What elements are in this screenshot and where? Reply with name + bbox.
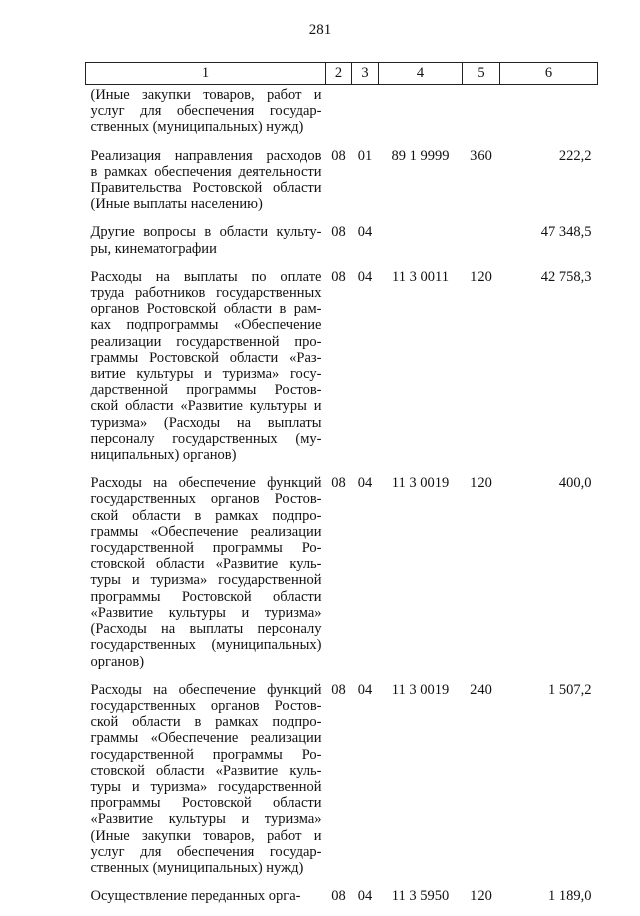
column-header-description: 1 bbox=[86, 63, 326, 85]
table-row bbox=[86, 148, 598, 225]
row-expense-type-code: 120 bbox=[463, 269, 500, 475]
description-line: государственной программы Ро- bbox=[91, 747, 322, 763]
description-line: Осуществление переданных орга- bbox=[91, 888, 322, 904]
row-subsection-code: 04 bbox=[352, 475, 379, 681]
row-amount: 1 189,0 bbox=[500, 888, 598, 916]
row-expense-type-code: 120 bbox=[463, 475, 500, 681]
row-section-code: 08 bbox=[326, 269, 352, 475]
description-line: услуг для обеспечения государ- bbox=[91, 103, 322, 119]
description-line: Правительства Ростовской области bbox=[91, 180, 322, 196]
row-target-article-code: 11 3 0011 bbox=[379, 269, 463, 475]
description-line: стовской области «Развитие куль- bbox=[91, 556, 322, 572]
description-line: граммы «Обеспечение реализации bbox=[91, 730, 322, 746]
column-header-subsection: 3 bbox=[352, 63, 379, 85]
description-line: ской области «Развитие культуры и bbox=[91, 398, 322, 414]
row-target-article-code bbox=[379, 224, 463, 268]
row-subsection-code bbox=[352, 85, 379, 148]
row-subsection-code: 04 bbox=[352, 224, 379, 268]
row-section-code: 08 bbox=[326, 888, 352, 916]
row-section-code bbox=[326, 85, 352, 148]
description-line: (Иные закупки товаров, работ и bbox=[91, 87, 322, 103]
row-description bbox=[86, 85, 326, 148]
description-line: ственных (муниципальных) нужд) bbox=[91, 860, 322, 876]
description-line: органов) bbox=[91, 654, 322, 670]
page-number: 281 bbox=[0, 22, 640, 39]
row-amount: 222,2 bbox=[500, 148, 598, 225]
table-header-row bbox=[86, 63, 598, 85]
row-target-article-code: 11 3 0019 bbox=[379, 682, 463, 888]
description-line: государственной программы Ро- bbox=[91, 540, 322, 556]
row-section-code: 08 bbox=[326, 224, 352, 268]
row-target-article-code: 11 3 5950 bbox=[379, 888, 463, 916]
description-line: туры и туризма» государственной bbox=[91, 779, 322, 795]
row-description bbox=[86, 888, 326, 916]
description-line: ской области в рамках подпро- bbox=[91, 508, 322, 524]
row-expense-type-code bbox=[463, 85, 500, 148]
description-line: стовской области «Развитие куль- bbox=[91, 763, 322, 779]
table-body bbox=[86, 85, 598, 916]
row-description bbox=[86, 269, 326, 475]
row-expense-type-code: 240 bbox=[463, 682, 500, 888]
row-subsection-code: 04 bbox=[352, 269, 379, 475]
row-target-article-code: 89 1 9999 bbox=[379, 148, 463, 225]
budget-table bbox=[85, 62, 598, 916]
description-line: реализации государственной про- bbox=[91, 334, 322, 350]
row-amount bbox=[500, 85, 598, 148]
description-line: витие культуры и туризма» госу- bbox=[91, 366, 322, 382]
row-description bbox=[86, 475, 326, 681]
row-subsection-code: 01 bbox=[352, 148, 379, 225]
row-subsection-code: 04 bbox=[352, 888, 379, 916]
description-line: Другие вопросы в области культу- bbox=[91, 224, 322, 240]
description-line: Расходы на выплаты по оплате bbox=[91, 269, 322, 285]
table-row bbox=[86, 888, 598, 916]
row-target-article-code bbox=[379, 85, 463, 148]
row-expense-type-code: 360 bbox=[463, 148, 500, 225]
description-line: Реализация направления расходов bbox=[91, 148, 322, 164]
row-subsection-code: 04 bbox=[352, 682, 379, 888]
row-description bbox=[86, 682, 326, 888]
row-amount: 1 507,2 bbox=[500, 682, 598, 888]
description-line: граммы «Обеспечение реализации bbox=[91, 524, 322, 540]
description-line: в рамках обеспечения деятельности bbox=[91, 164, 322, 180]
column-header-expense-type: 5 bbox=[463, 63, 500, 85]
description-line: персоналу государственных (му- bbox=[91, 431, 322, 447]
description-line: (Иные выплаты населению) bbox=[91, 196, 322, 212]
table-row bbox=[86, 475, 598, 681]
row-amount: 400,0 bbox=[500, 475, 598, 681]
description-line: ниципальных) органов) bbox=[91, 447, 322, 463]
description-line: Расходы на обеспечение функций bbox=[91, 475, 322, 491]
row-expense-type-code: 120 bbox=[463, 888, 500, 916]
description-line: органов Ростовской области в рам- bbox=[91, 301, 322, 317]
table-row bbox=[86, 85, 598, 148]
description-line: ках подпрограммы «Обеспечение bbox=[91, 317, 322, 333]
description-line: дарственной программы Ростов- bbox=[91, 382, 322, 398]
description-line: услуг для обеспечения государ- bbox=[91, 844, 322, 860]
description-line: граммы Ростовской области «Раз- bbox=[91, 350, 322, 366]
description-line: государственных (муниципальных) bbox=[91, 637, 322, 653]
row-description bbox=[86, 224, 326, 268]
description-line: государственных органов Ростов- bbox=[91, 698, 322, 714]
row-description bbox=[86, 148, 326, 225]
description-line: ры, кинематографии bbox=[91, 241, 322, 257]
column-header-section: 2 bbox=[326, 63, 352, 85]
row-section-code: 08 bbox=[326, 475, 352, 681]
row-section-code: 08 bbox=[326, 148, 352, 225]
table-row bbox=[86, 682, 598, 888]
description-line: (Расходы на выплаты персоналу bbox=[91, 621, 322, 637]
table-row bbox=[86, 269, 598, 475]
description-line: туры и туризма» государственной bbox=[91, 572, 322, 588]
description-line: государственных органов Ростов- bbox=[91, 491, 322, 507]
row-section-code: 08 bbox=[326, 682, 352, 888]
table-row bbox=[86, 224, 598, 268]
description-line: программы Ростовской области bbox=[91, 795, 322, 811]
description-line: программы Ростовской области bbox=[91, 589, 322, 605]
description-line: «Развитие культуры и туризма» bbox=[91, 605, 322, 621]
row-expense-type-code bbox=[463, 224, 500, 268]
column-header-target-article: 4 bbox=[379, 63, 463, 85]
description-line: (Иные закупки товаров, работ и bbox=[91, 828, 322, 844]
column-header-amount: 6 bbox=[500, 63, 598, 85]
description-line: туризма» (Расходы на выплаты bbox=[91, 415, 322, 431]
description-line: ственных (муниципальных) нужд) bbox=[91, 119, 322, 135]
row-target-article-code: 11 3 0019 bbox=[379, 475, 463, 681]
row-amount: 42 758,3 bbox=[500, 269, 598, 475]
description-line: труда работников государственных bbox=[91, 285, 322, 301]
description-line: Расходы на обеспечение функций bbox=[91, 682, 322, 698]
description-line: ской области в рамках подпро- bbox=[91, 714, 322, 730]
description-line: «Развитие культуры и туризма» bbox=[91, 811, 322, 827]
row-amount: 47 348,5 bbox=[500, 224, 598, 268]
